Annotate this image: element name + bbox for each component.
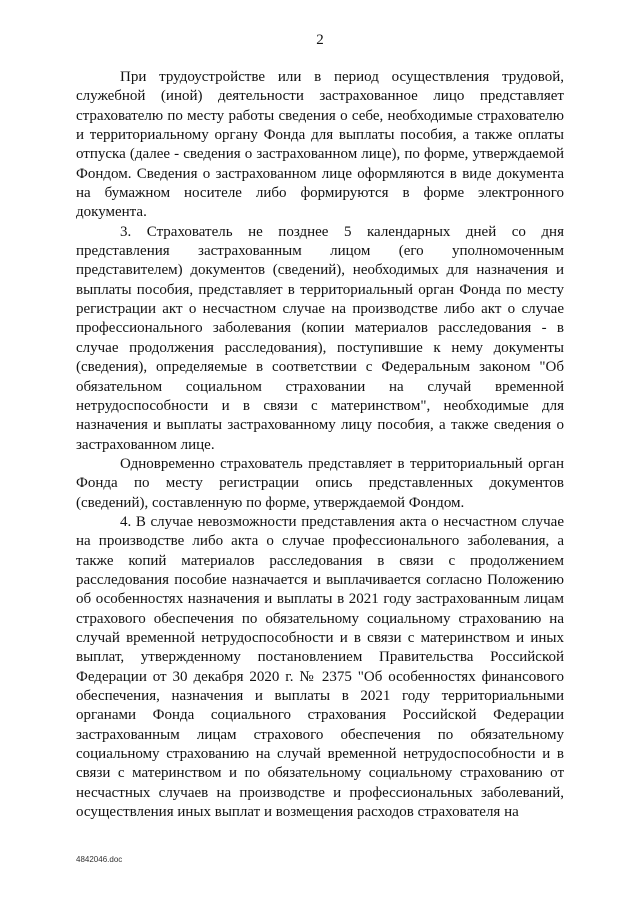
paragraph-1: При трудоустройстве или в период осуществления трудовой, служебной (иной) деятельности застрахованное лицо представляет страхователю по месту работы сведения о себе, необходимые страхователю и территориальному органу Фонда для выплаты пособия, а также оплаты отпуска (далее - сведения о застрахованном лице), по форме, утверждаемой Фондом. Сведения о застрахованном лице оформляются в виде документа на бумажном носителе либо формируются в форме электронного документа. — [76, 69, 564, 221]
paragraph-4: 4. В случае невозможности представления акта о несчастном случае на производстве либо акта о случае профессионального заболевания, а также копий материалов расследования в связи с продолжением расследования пособие назначается и выплачивается согласно Положению об особенностях назначения и выплаты в 2021 году застрахованным лицам страхового обеспечения по обязательному социальному страхованию на случай временной нетрудоспособности и в связи с материнством и иных выплат, утвержденному постановлением Правительства Российской Федерации от 30 декабря 2020 г. № 2375 "Об особенностях финансового обеспечения, назначения и выплаты в 2021 году территориальными органами Фонда социального страхования Российской Федерации застрахованным лицам страхового обеспечения по обязательному социальному страхованию на случай временной нетрудоспособности и в связи с материнством и по обязательному социальному страхованию от несчастных случаев на производстве и профессиональных заболеваний, осуществления иных выплат и возмещения расходов страхователя на — [76, 513, 564, 821]
paragraph-3: Одновременно страхователь представляет в территориальный орган Фонда по месту регистрации опись представленных документов (сведений), составленную по форме, утверждаемой Фондом. — [76, 455, 564, 511]
paragraph-2: 3. Страхователь не позднее 5 календарных дней со дня представления застрахованным лицом (его уполномоченным представителем) документов (сведений), необходимых для назначения и выплаты пособия, представляет в территориальный орган Фонда по месту регистрации акт о несчастном случае на производстве либо акт о случае профессионального заболевания (копии материалов расследования - в случае продолжения расследования), поступившие к нему документы (сведения), определяемые в соответствии с Федеральным законом "Об обязательном социальном страховании на случай временной нетрудоспособности и в связи с материнством", необходимые для назначения и выплаты застрахованному лицу пособия, а также сведения о застрахованном лице. — [76, 223, 564, 453]
document-filename: 4842046.doc — [76, 855, 123, 864]
page-number: 2 — [316, 32, 324, 48]
document-body — [76, 68, 564, 822]
